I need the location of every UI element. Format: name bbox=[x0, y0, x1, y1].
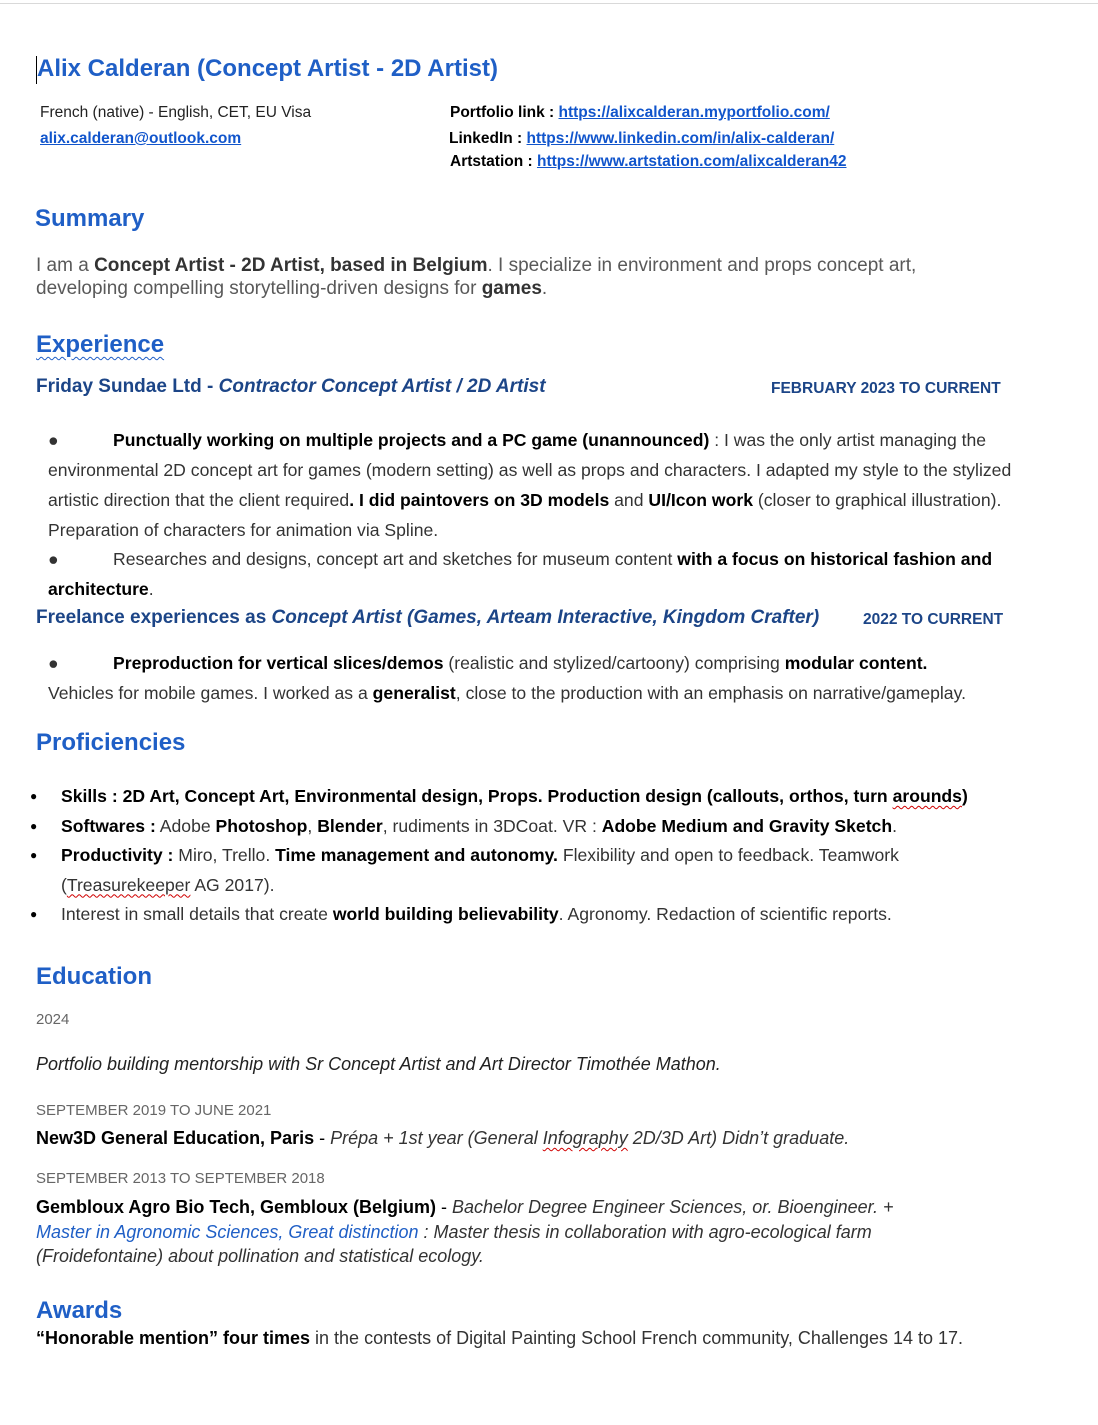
artstation-label: Artstation : bbox=[450, 153, 533, 170]
artstation-row bbox=[450, 153, 847, 171]
portfolio-label: Portfolio link : bbox=[450, 104, 555, 121]
summary-heading: Summary bbox=[35, 205, 145, 232]
job1-date: FEBRUARY 2023 TO CURRENT bbox=[771, 380, 1001, 397]
linkedin-row bbox=[449, 130, 834, 148]
artstation-link[interactable]: https://www.artstation.com/alixcalderan42 bbox=[536, 153, 847, 170]
job2-title bbox=[36, 607, 819, 629]
job1-role: Contractor Concept Artist / 2D Artist bbox=[218, 376, 546, 397]
resume-name: Alix Calderan (Concept Artist - 2D Artist) bbox=[37, 55, 498, 82]
email-link[interactable]: alix.calderan@outlook.com bbox=[40, 130, 242, 147]
job1-bullet-1: ● Punctually working on multiple projects and a PC game (unannounced) : I was the only artist managing the environmental 2D concept art for games (modern setting) as well as props and characters. I adapted my style to the stylized artistic direction that the client required. I did paintovers on 3D models and UI/Icon work (closer to graphical illustration). Preparation of characters for animation via Spline. bbox=[48, 430, 1012, 540]
languages-line: French (native) - English, CET, EU Visa bbox=[40, 104, 312, 121]
job2-date: 2022 TO CURRENT bbox=[863, 611, 1004, 628]
edu2-line: New3D General Education, Paris - Prépa + 1st year (General Infography 2D/3D Art) Didn’t graduate. bbox=[36, 1128, 850, 1148]
edu1-text: Portfolio building mentorship with Sr Concept Artist and Art Director Timothée Mathon. bbox=[36, 1054, 721, 1074]
job2-role: Concept Artist (Games, Arteam Interactive, Kingdom Crafter) bbox=[271, 607, 820, 628]
job1-bullet-2: ● Researches and designs, concept art and sketches for museum content with a focus on historical fashion and architecture. bbox=[48, 549, 993, 599]
experience-heading: Experience bbox=[36, 331, 165, 358]
job2-bullet-1: ● Preproduction for vertical slices/demos (realistic and stylized/cartoony) comprising modular content. Vehicles for mobile games. I worked as a generalist, close to the production with an emphasis on narrative/gameplay. bbox=[48, 653, 966, 703]
edu3-text: Gembloux Agro Bio Tech, Gembloux (Belgium) - Bachelor Degree Engineer Sciences, or. Bioengineer. + Master in Agronomic Sciences, Great distinction : Master thesis in collaboration with agro-ecological farm (Froidefontaine) about pollination and statistical ecology. bbox=[36, 1197, 894, 1266]
portfolio-row bbox=[450, 104, 830, 122]
list-item-skills: ● Skills : 2D Art, Concept Art, Environmental design, Props. Production design (callouts, orthos, turn arounds) bbox=[30, 782, 1060, 812]
linkedin-label: LinkedIn : bbox=[449, 130, 523, 147]
awards-heading: Awards bbox=[36, 1297, 123, 1324]
job1-title bbox=[36, 376, 546, 398]
education-heading: Education bbox=[36, 963, 153, 990]
portfolio-link[interactable]: https://alixcalderan.myportfolio.com/ bbox=[558, 104, 830, 121]
proficiencies-heading: Proficiencies bbox=[36, 729, 186, 756]
edu2-date: SEPTEMBER 2019 TO JUNE 2021 bbox=[36, 1102, 272, 1119]
list-item-interest: ● Interest in small details that create world building believability. Agronomy. Redaction of scientific reports. bbox=[30, 900, 1060, 930]
job1-company: Friday Sundae Ltd - bbox=[36, 376, 219, 397]
linkedin-link[interactable]: https://www.linkedin.com/in/alix-calderan/ bbox=[526, 130, 835, 147]
list-item-productivity: ● Productivity : Miro, Trello. Time management and autonomy. Flexibility and open to feedback. Teamwork (Treasurekeeper AG 2017). bbox=[30, 841, 1060, 900]
job2-prefix: Freelance experiences as bbox=[36, 607, 272, 628]
summary-text: I am a Concept Artist - 2D Artist, based in Belgium. I specialize in environment and props concept art, developing compelling storytelling-driven designs for games. bbox=[36, 255, 917, 299]
proficiencies-list bbox=[30, 782, 1060, 930]
edu1-date: 2024 bbox=[36, 1011, 70, 1028]
awards-text: “Honorable mention” four times in the contests of Digital Painting School French community, Challenges 14 to 17. bbox=[36, 1328, 964, 1348]
page-top-border bbox=[0, 3, 1098, 4]
list-item-softwares: ● Softwares : Adobe Photoshop, Blender, rudiments in 3DCoat. VR : Adobe Medium and Gravity Sketch. bbox=[30, 812, 1060, 842]
edu3-date: SEPTEMBER 2013 TO SEPTEMBER 2018 bbox=[36, 1170, 325, 1187]
